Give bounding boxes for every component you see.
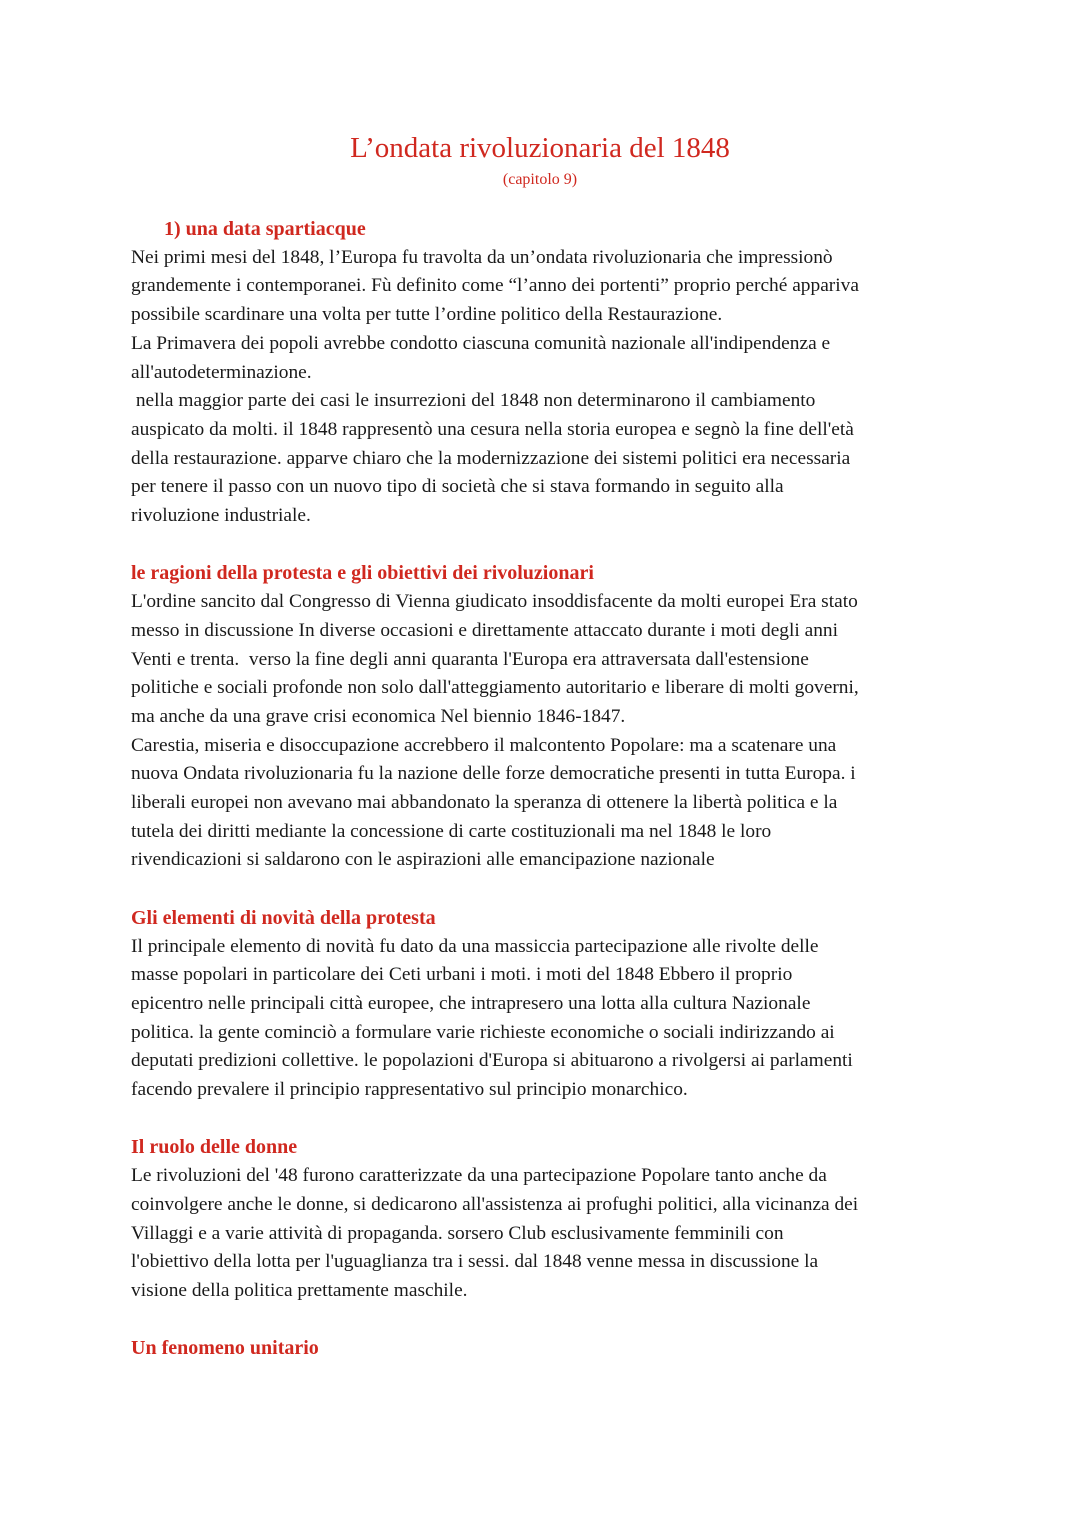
paragraph-line: Venti e trenta. verso la fine degli anni quaranta l'Europa era attraversata dall'estensione: [131, 648, 809, 670]
document-body: [131, 215, 961, 1363]
paragraph-line: Villaggi e a varie attività di propaganda. sorsero Club esclusivamente femminili con: [131, 1222, 784, 1244]
paragraph-line: Il principale elemento di novità fu dato da una massiccia partecipazione alle rivolte delle: [131, 935, 819, 957]
paragraph-line: Carestia, miseria e disoccupazione accrebbero il malcontento Popolare: ma a scatenare una: [131, 734, 837, 756]
paragraph-line: L'ordine sancito dal Congresso di Vienna giudicato insoddisfacente da molti europei Era stato: [131, 591, 858, 613]
paragraph-line: nuova Ondata rivoluzionaria fu la nazione delle forze democratiche presenti in tutta Europa. i: [131, 763, 856, 785]
paragraph-line: visione della politica prettamente maschile.: [131, 1279, 468, 1301]
paragraph-line: della restaurazione. apparve chiaro che la modernizzazione dei sistemi politici era necessaria: [131, 447, 851, 469]
section-ragioni-della-protesta: [131, 559, 961, 875]
paragraph-line: ma anche da una grave crisi economica Nel biennio 1846-1847.: [131, 705, 626, 727]
paragraph-line: all'autodeterminazione.: [131, 361, 312, 383]
paragraph-line: rivoluzione industriale.: [131, 505, 311, 527]
paragraph-line: auspicato da molti. il 1848 rappresentò una cesura nella storia europea e segnò la fine dell'età: [131, 418, 854, 440]
section-elementi-di-novita: [131, 904, 961, 1105]
section-heading: Gli elementi di novità della protesta: [131, 906, 436, 929]
paragraph-line: rivendicazioni si saldarono con le aspirazioni alle emancipazione nazionale: [131, 849, 715, 871]
document-subtitle: (capitolo 9): [502, 171, 578, 188]
document-title: L’ondata rivoluzionaria del 1848: [350, 132, 730, 164]
paragraph-line: nella maggior parte dei casi le insurrezioni del 1848 non determinarono il cambiamento: [131, 390, 816, 412]
paragraph-line: l'obiettivo della lotta per l'uguaglianza tra i sessi. dal 1848 venne messa in discussione la: [131, 1251, 819, 1273]
paragraph-line: Le rivoluzioni del '48 furono caratterizzate da una partecipazione Popolare tanto anche da: [131, 1165, 827, 1187]
paragraph-line: politica. la gente cominciò a formulare varie richieste economiche o sociali indirizzando ai: [131, 1021, 835, 1043]
section-heading: Un fenomeno unitario: [131, 1337, 319, 1360]
paragraph-line: possibile scardinare una volta per tutte l’ordine politico della Restaurazione.: [131, 304, 723, 326]
section-spacer: [131, 531, 961, 560]
paragraph-line: epicentro nelle principali città europee, che intrapresero una lotta alla cultura Nazionale: [131, 992, 811, 1014]
paragraph-line: liberali europei non avevano mai abbandonato la speranza di ottenere la libertà politica e la: [131, 792, 838, 814]
paragraph-line: messo in discussione In diverse occasioni e direttamente attaccato durante i moti degli anni: [131, 619, 839, 641]
paragraph-line: coinvolgere anche le donne, si dedicarono all'assistenza ai profughi politici, alla vicinanza dei: [131, 1193, 859, 1215]
paragraph-line: tutela dei diritti mediante la concessione di carte costituzionali ma nel 1848 le loro: [131, 820, 772, 842]
section-spacer: [131, 1105, 961, 1134]
section-una-data-spartiacque: [131, 215, 961, 531]
section-fenomeno-unitario: [131, 1334, 961, 1363]
section-heading: 1) una data spartiacque: [164, 218, 366, 240]
section-spacer: [131, 1306, 961, 1335]
paragraph-line: facendo prevalere il principio rappresentativo sul principio monarchico.: [131, 1079, 688, 1101]
paragraph-line: masse popolari in particolare dei Ceti urbani i moti. i moti del 1848 Ebbero il proprio: [131, 964, 793, 986]
paragraph-line: per tenere il passo con un nuovo tipo di società che si stava formando in seguito alla: [131, 476, 784, 498]
paragraph-line: politiche e sociali profonde non solo dall'atteggiamento autoritario e liberare di molti governi,: [131, 677, 859, 699]
paragraph-line: Nei primi mesi del 1848, l’Europa fu travolta da un’ondata rivoluzionaria che impressionò: [131, 246, 833, 268]
section-spacer: [131, 875, 961, 904]
paragraph-line: grandemente i contemporanei. Fù definito come “l’anno dei portenti” proprio perché appariva: [131, 275, 859, 297]
section-ruolo-delle-donne: [131, 1133, 961, 1305]
paragraph-line: La Primavera dei popoli avrebbe condotto ciascuna comunità nazionale all'indipendenza e: [131, 332, 831, 354]
paragraph-line: deputati predizioni collettive. le popolazioni d'Europa si abituarono a rivolgersi ai parlamenti: [131, 1050, 853, 1072]
section-heading: Il ruolo delle donne: [131, 1136, 298, 1159]
section-heading: le ragioni della protesta e gli obiettivi dei rivoluzionari: [131, 562, 594, 585]
